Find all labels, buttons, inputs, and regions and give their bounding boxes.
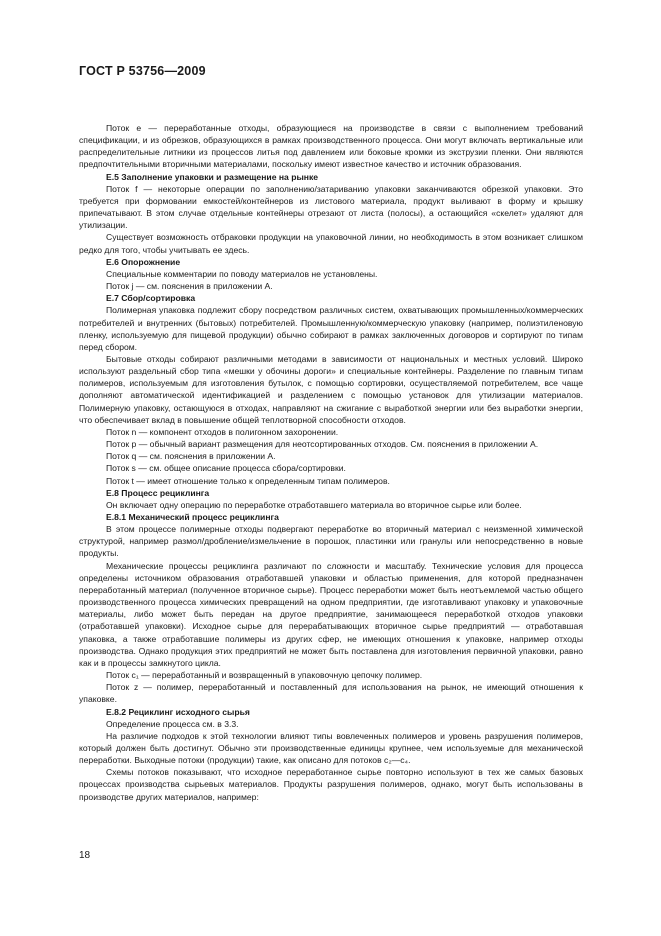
paragraph: Определение процесса см. в 3.3. [106, 718, 239, 729]
paragraph: Бытовые отходы собирают различными методами в зависимости от национальных и местных условий. Широко используют раздельный сбор типа «мешки у обочины дороги» и специальные контейнеры. Разделение по главным типам полимеров, используемым для изготовления бутылок, с помощью сортировки, осуществляемой потребителем, все чаще дополняют автоматической идентификацией и разделением с помощью установок для утилизации материалов. Полимерную упаковку, остающуюся в отходах, направляют на сжигание с выработкой энергии или без выработки энергии, что обеспечивает вклад в повышение общей теплотворной способности отходов. [79, 353, 583, 425]
paragraph: Он включает одну операцию по переработке отработавшего материала во вторичное сырье или более. [106, 499, 522, 510]
paragraph: Полимерная упаковка подлежит сбору посредством различных систем, охватывающих промышленных/коммерческих потребителей и внутренних (бытовых) потребителей. Промышленную/коммерческую упаковку (например, полиэтиленовую пленку, используемую для пищевой продукции) обычно собирают в рамках заключенных договоров и сортируют по типам перед сбором. [79, 305, 583, 352]
document-header: ГОСТ Р 53756—2009 [79, 64, 206, 78]
section-heading: Е.6 Опорожнение [106, 256, 181, 267]
paragraph: Механические процессы рециклинга различают по сложности и масштабу. Технические условия для процесса определены источником образования отработавшей упаковки и областью применения, для которой предназначен переработанный материал (полученное вторичное сырье). Процесс переработки может быть неотъемлемой частью общего производственного процесса химических превращений на одном предприятии, где изготавливают упаковку и упаковочные материалы, либо может быть передан на другое предприятие, занимающееся переработкой отходов упаковки (отработавшей упаковки). Исходное сырье для перерабатывающих вторичное сырье предприятий — отработавшая упаковка, а также отработавшие полимеры из других сфер, не имеющих отношения к упаковке, например отходы производства. Однако продукция этих предприятий не может быть поставлена для изготовления первичной упаковки, равно как и в процессы замкнутого цикла. [79, 560, 583, 668]
paragraph: Поток t — имеет отношение только к определенным типам полимеров. [106, 475, 390, 486]
section-heading: Е.8 Процесс рециклинга [106, 487, 210, 498]
section-heading: Е.7 Сбор/сортировка [106, 293, 196, 304]
paragraph: Специальные комментарии по поводу материалов не установлены. [106, 268, 378, 279]
page-number: 18 [79, 850, 91, 861]
paragraph: Поток j — см. пояснения в приложении А. [106, 281, 273, 292]
paragraph: Поток e — переработанные отходы, образующиеся на производстве в связи с выполнением требований спецификации, и из обрезков, образующихся в рамках производственного процесса. Они могут включать вертикальные или распределительные литники из процессов литья под давлением или боковые кромки из экструзии пленки. Они являются предпочтительными вторичными материалами, поскольку имеют известное качество и источник образования. [79, 123, 583, 170]
paragraph: Поток s — см. общее описание процесса сбора/сортировки. [106, 463, 346, 474]
paragraph: Поток q — см. пояснения в приложении А. [106, 451, 276, 462]
document-body [79, 122, 583, 803]
paragraph: Поток z — полимер, переработанный и поставленный для использования на рынок, не имеющий отношения к упаковке. [79, 682, 583, 705]
paragraph: В этом процессе полимерные отходы подвергают переработке во вторичный материал с неизменной химической структурой, например размол/дробление/измельчение в порошок, пластинки или гранулы или непосредственно в новые продукты. [79, 524, 583, 559]
paragraph: Поток f — некоторые операции по заполнению/затариванию упаковки заканчиваются обрезкой упаковки. Это требуется при формовании емкостей/контейнеров из листового материала, продукт выливают в форму и крышку припечатывают. В этом случае отдельные контейнеры отрезают от листа (полосы), а остающийся «скелет» удаляют для утилизации. [79, 183, 583, 231]
paragraph: Схемы потоков показывают, что исходное переработанное сырье повторно используют в тех же самых базовых процессах производства сырьевых материалов. Продукты разрушения полимеров, однако, могут быть использованы в производстве других материалов, например: [79, 767, 583, 802]
paragraph: Поток p — обычный вариант размещения для неотсортированных отходов. См. пояснения в приложении А. [106, 439, 539, 450]
paragraph: На различие подходов к этой технологии влияют типы вовлеченных полимеров и уровень разрушения полимеров, который должен быть достигнут. Обычно эти производственные единицы крупнее, чем используемые для механической переработки. Выходные потоки (продукции) такие, как описано для потоков c₂—c₄. [79, 730, 583, 766]
section-heading: Е.8.2 Рециклинг исходного сырья [106, 706, 250, 717]
section-heading: Е.5 Заполнение упаковки и размещение на рынке [106, 171, 319, 182]
paragraph: Поток n — компонент отходов в полигонном захоронении. [106, 426, 339, 437]
paragraph: Существует возможность отбраковки продукции на упаковочной линии, но необходимость в этом возникает слишком редко для того, чтобы учитывать ее здесь. [79, 232, 583, 255]
section-heading: Е.8.1 Механический процесс рециклинга [106, 512, 279, 522]
paragraph: Поток c₁ — переработанный и возвращенный в упаковочную цепочку полимер. [106, 670, 423, 681]
